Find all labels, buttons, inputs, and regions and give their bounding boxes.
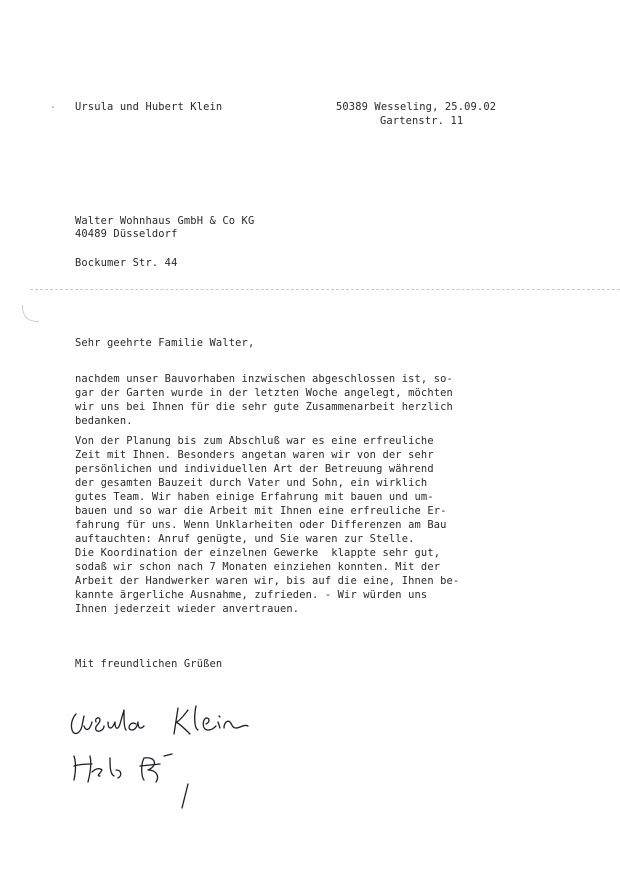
sender-street: Gartenstr. 11 <box>380 115 464 127</box>
paragraph-line: persönlichen und individuellen Art der Betreuung während <box>75 463 434 475</box>
scan-speck <box>52 106 54 108</box>
paragraph-line: bauen und so war die Arbeit mit Ihnen eine erfreuliche Er- <box>75 505 447 517</box>
paragraph-line: Von der Planung bis zum Abschluß war es eine erfreuliche <box>75 435 434 447</box>
paragraph-line: Zeit mit Ihnen. Besonders angetan waren wir von der sehr <box>75 449 434 461</box>
recipient-street: Bockumer Str. 44 <box>75 257 178 269</box>
punch-hole-mark <box>22 305 39 322</box>
paragraph-line: auftauchten: Anruf genügte, und Sie waren zur Stelle. <box>75 533 415 545</box>
paragraph-line: Ihnen jederzeit wieder anvertrauen. <box>75 603 300 615</box>
paragraph-line: gar der Garten wurde in der letzten Woche angelegt, möchten <box>75 387 453 399</box>
paragraph-line: gutes Team. Wir haben einige Erfahrung mit bauen und um- <box>75 491 434 503</box>
paragraph-1 <box>75 372 535 428</box>
fold-line <box>30 289 620 290</box>
paragraph-3 <box>75 546 535 616</box>
paragraph-line: wir uns bei Ihnen für die sehr gute Zusammenarbeit herzlich <box>75 401 453 413</box>
paragraph-2 <box>75 434 535 546</box>
paragraph-line: der gesamten Bauzeit durch Vater und Sohn, ein wirklich <box>75 477 428 489</box>
paragraph-line: Arbeit der Handwerker waren wir, bis auf die eine, Ihnen be- <box>75 575 460 587</box>
sender-name: Ursula und Hubert Klein <box>75 101 223 113</box>
paragraph-line: fahrung für uns. Wenn Unklarheiten oder Differenzen am Bau <box>75 519 447 531</box>
closing: Mit freundlichen Grüßen <box>75 658 223 670</box>
place-and-date: 50389 Wesseling, 25.09.02 <box>336 101 497 113</box>
recipient-address <box>75 186 254 298</box>
recipient-city: 40489 Düsseldorf <box>75 228 178 240</box>
paragraph-line: nachdem unser Bauvorhaben inzwischen abgeschlossen ist, so- <box>75 373 453 385</box>
paragraph-line: Die Koordination der einzelnen Gewerke klappte sehr gut, <box>75 547 441 559</box>
paragraph-line: bedanken. <box>75 415 133 427</box>
paragraph-line: sodaß wir schon nach 7 Monaten einziehen konnten. Mit der <box>75 561 441 573</box>
paragraph-line: kannte ärgerliche Ausnahme, zufrieden. - Wir würden uns <box>75 589 428 601</box>
salutation: Sehr geehrte Familie Walter, <box>75 337 255 349</box>
handwritten-signature <box>60 700 270 815</box>
recipient-company: Walter Wohnhaus GmbH & Co KG <box>75 215 255 227</box>
